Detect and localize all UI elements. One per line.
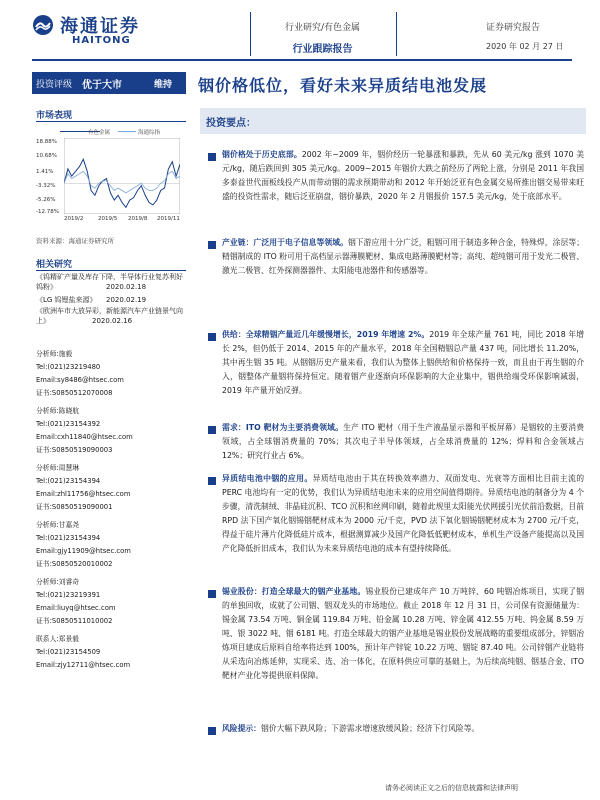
bullet-icon [208,590,216,598]
related-item-title[interactable]: 《LG 钨锂盐来源》 [36,296,97,304]
analyst-name: 分析师:甘嘉尧 [36,521,80,529]
key-point-lead: 锡业股份：打造全球最大的铟产业基地。 [222,587,366,596]
key-point-lead: 产业链：广泛用于电子信息等领域。 [222,238,348,247]
y-tick: 10.68% [36,153,57,159]
brand-name-cn: 海通证券 [60,16,140,37]
key-point-body: 2002 年~2009 年，铟价经历一轮暴涨和暴跌，先从 60 美元/kg 涨到 1070 美元/kg，随后跌回到 305 美元/kg。2009~2015 年铟价大跌之前经历了两轮上涨，分别是 2011 年我国多泰益世代面板线投产从而带动铟的需求预期带动和 2012 年开始泛亚有色金属交易所推出铟交易带来旺盛的投资性需求，随后泛亚崩盘，铟价暴跌，2020 年 2 月铟报价 157.5 美元/kg，处于底部水平。 [222,150,585,201]
legend-label-a: 有色金属 [88,130,111,136]
legend-swatch-b [118,131,136,132]
related-item-date: 2020.02.16 [92,317,133,325]
analyst-email[interactable]: Email:gjy11909@htsec.com [36,547,131,555]
analyst-tel: Tel:(021)23219480 [36,363,101,371]
key-points-heading: 投资要点： [206,118,256,129]
key-point-4 [222,421,584,463]
analyst-tel: Tel:(021)23219391 [36,591,101,599]
bullet-icon [208,153,216,161]
key-point-lead: 需求：ITO 靶材为主要消费领域。 [222,423,344,432]
y-tick: -5.26% [36,197,56,203]
market-performance-chart [64,138,180,214]
analyst-name: 分析师:施毅 [36,350,73,358]
analyst-block [36,519,186,571]
analyst-block [36,462,186,514]
key-point-5 [222,472,584,556]
analyst-block [36,405,186,457]
analyst-email[interactable]: Email:zjy12711@htsec.com [36,661,131,669]
analyst-block [36,576,186,628]
analyst-block [36,633,186,672]
rating-bar [32,72,186,94]
key-point-lead: 铟价格处于历史底部。 [222,150,302,159]
x-tick: 2019/5 [98,216,118,222]
analyst-cert: 证书:S0850511010002 [36,617,113,625]
y-tick: 1.41% [36,169,54,175]
bullet-icon [208,333,216,341]
rating-label: 投资评级 [36,80,73,90]
x-tick: 2019/8 [128,216,148,222]
key-point-body: 锡业股份已建成年产 10 万吨锌、60 吨铟冶炼项目，实现了铟的单独回收，成就了公司铟、铟双龙头的市场地位。截止 2018 年 12 月 31 日，公司保有资源储量为：锡金属 73.54 万吨、铜金属 119.84 万吨、铅金属 10.28 万吨、锌金属 412.55 万吨、钨金属 8.59 万吨、银 3022 吨、铟 6181 吨。打造全球最大的铟产业基地是锡业股份发展战略的重要组成部分，锌铟冶炼项目建成后原料自给率将达到 100%，预计年产锌锭 10.22 万吨、铟锭 87.40 吨。公司锌铟产业链将从采选向冶炼延伸，实现采、选、冶一体化，在原料供应可靠的基础上，为后续高纯铟、铟基合金、ITO 靶材产业化等提供原料保障。 [222,587,584,680]
bullet-icon [208,477,216,485]
analyst-name: 分析师:刘睿奇 [36,578,80,586]
analyst-email[interactable]: Email:zhl11756@htsec.com [36,490,131,498]
analyst-email[interactable]: Email:sy8486@htsec.com [36,376,124,384]
page-title: 铟价格低位，看好未来异质结电池发展 [198,76,488,95]
key-point-7 [222,722,584,736]
chart-source: 资料来源：海通证券研究所 [36,237,114,245]
header-divider [32,59,572,61]
related-item-date: 2020.02.19 [106,296,147,304]
related-item-date: 2020.02.18 [106,283,147,291]
rating-value: 优于大市 [82,80,122,91]
key-point-lead: 异质结电池中铟的应用。 [222,474,313,483]
report-date: 2020 年 02 月 27 日 [486,42,564,51]
key-point-body: 生产 ITO 靶材（用于生产液晶显示器和平板屏幕）是铟较的主要消费领域，占全球铟消费量的 70%；其次电子半导体领域，占全球消费量的 12%；焊料和合金领域占 12%；研究行业占 6%。 [222,423,585,460]
analyst-list [36,348,186,672]
bullet-icon [208,426,216,434]
footer-disclaimer: 请务必阅读正文之后的信息披露和法律声明 [385,784,518,792]
report-type: 行业跟踪报告 [292,44,353,55]
x-tick: 2019/11 [157,216,180,222]
analyst-cert: 证书:S0850519090003 [36,446,113,454]
related-item-title[interactable]: 《欧洲车市大放异彩，新能源汽车产业链景气向上》 [36,307,183,325]
analyst-name: 分析师:周慧琳 [36,464,80,472]
legend-label-b: 海通综指 [138,130,161,136]
analyst-name: 联系人:郑景毅 [36,635,80,643]
analyst-email[interactable]: Email:liuyq@htsec.com [36,604,116,612]
key-point-body: 2019 年全球产量 761 吨，同比 2018 年增长 2%，但仍低于 2014、2015 年的产量水平，2018 年全国精铟总产量 437 吨，同比增长 11.20%，其中再生铟 35 吨。从铟铟历史产量来看，我们认为整体上铟供给和价格保持一致，而且由于再生铟的介入，铟整体产量铟将保持恒定。随着铟产业逐渐向环保影响的大企业集中，铟供给端受环保影响减弱，2019 年产量开始反弹。 [222,330,584,395]
analyst-tel: Tel:(021)23154392 [36,420,101,428]
key-point-body: 异质结电池由于其在转换效率潜力、双面发电、光衰等方面相比目前主流的 PERC 电池均有一定的优势，我们认为异质结电池未来的应用空间值得期待。异质结电池的制备分为 4 个步骤，清洗制绒、非晶硅沉积、TCO 沉积和丝网印刷，随着此规里太阳能光伏网援引光伏前沿数据，目前 RPD 法下国产氧化铟锡铟靶材成本为 2000 元/千克，PVD 法下氧化铟锡铟靶材成本为 2700 元/千克，得益于硅片薄片化降低硅片成本，根据测算减少及国产化降低低靶材成本，单机生产设备产能提高以及国产化降低折旧成本，我们认为未来异质结电池的成本有望持续降低。 [222,474,584,553]
document-type: 证券研究报告 [486,23,541,33]
related-item-title[interactable]: 《钨精矿产量及库存下降，半导体行业复苏利好钨粉》 [36,273,183,291]
key-point-2 [222,236,584,278]
bullet-icon [208,727,216,735]
key-point-body: 铟下游应用十分广泛，粗铟可用于制造多种合金，特殊焊，涂层等；精铟制成的 ITO 粉可用于高档显示器薄膜靶材、集成电路薄膜靶材等；高纯、超纯铟可用于发光二极管、激光二极管、红外探测器器件、太阳能电池器件和传感器等。 [222,238,584,275]
key-point-1 [222,148,584,204]
key-point-lead: 供给：全球精铟产量近几年缓慢增长，2019 年增速 2%。 [222,330,430,339]
analyst-tel: Tel:(021)23154394 [36,534,101,542]
rating-change: 维持 [154,80,173,90]
brand-name-en: HAITONG [72,35,131,46]
analyst-name: 分析师:陈晓航 [36,407,80,415]
key-point-3 [222,328,584,398]
analyst-cert: 证书:S0850520010002 [36,560,113,568]
market-heading-rule [36,121,186,122]
analyst-email[interactable]: Email:cxh11840@htsec.com [36,433,133,441]
y-tick: 18.88% [36,139,57,145]
report-category: 行业研究/有色金属 [284,23,361,33]
key-point-lead: 风险提示： [222,724,261,733]
analyst-tel: Tel:(021)23154394 [36,477,101,485]
key-point-6 [222,585,584,683]
bullet-icon [208,241,216,249]
haitong-logo-icon [32,14,54,36]
related-heading: 相关研究 [36,260,73,270]
related-heading-rule [36,270,186,271]
analyst-block [36,348,186,400]
y-tick: -3.32% [36,183,56,189]
y-tick: -12.78% [36,209,59,215]
analyst-cert: 证书:S0850519090001 [36,503,113,511]
key-points-header-box [200,108,586,134]
analyst-tel: Tel:(021)23154509 [36,648,101,656]
key-point-body: 铟价大幅下跌风险；下游需求增速放缓风险；经济下行风险等。 [260,724,480,733]
market-heading: 市场表现 [36,111,73,121]
x-tick: 2019/2 [64,216,84,222]
analyst-cert: 证书:S0850512070008 [36,389,113,397]
